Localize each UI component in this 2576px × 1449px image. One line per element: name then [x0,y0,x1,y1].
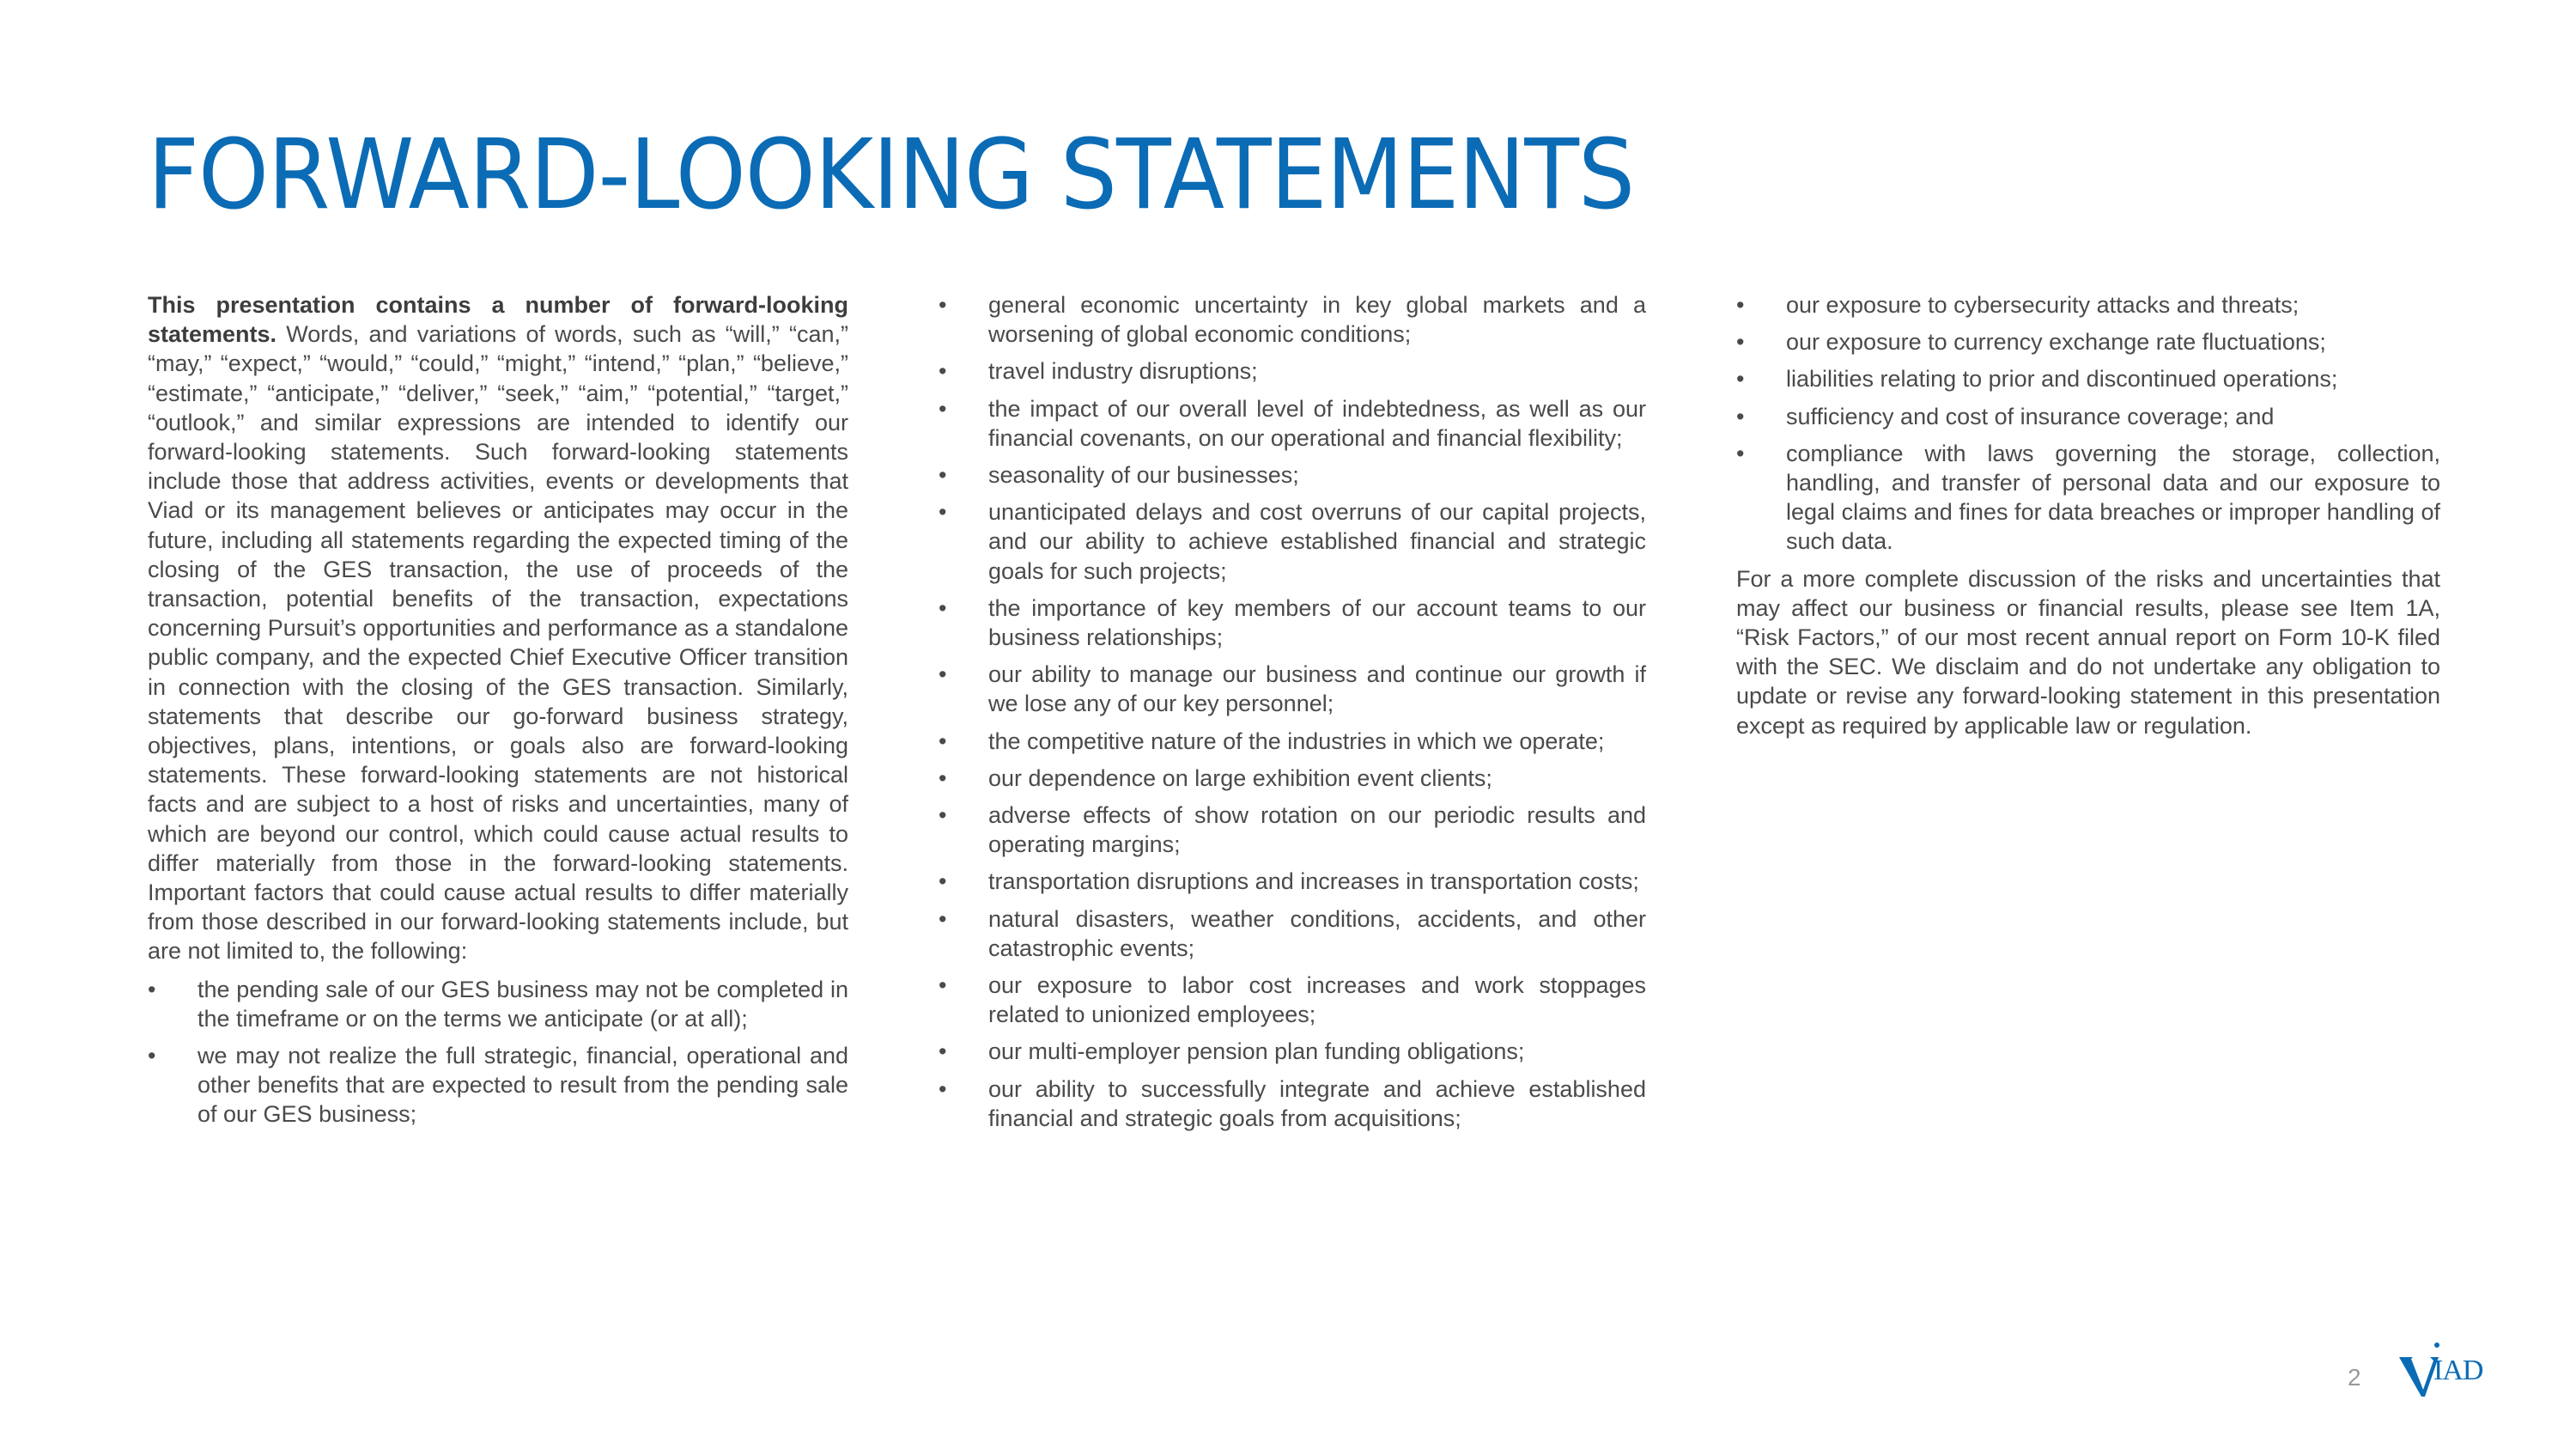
list-item: • our exposure to cybersecurity attacks and threats; [1736,290,2440,320]
list-item: • seasonality of our businesses; [939,460,1646,490]
bullet-icon: • [1736,366,1745,393]
intro-lead: This presentation contains a number of forward-looking statements. [148,292,848,348]
bullet-icon: • [939,728,947,754]
list-item: • our ability to successfully integrate and achieve established financial and strategic goals from acquisitions; [939,1075,1646,1131]
viad-logo-icon [2396,1336,2516,1405]
bullet-icon: • [939,764,947,791]
bullet-icon: • [939,905,947,932]
slide-title: FORWARD-LOOKING STATEMENTS [148,119,1635,231]
list-item: • compliance with laws governing the storage, collection, handling, and transfer of personal data and our exposure to legal claims and fines for data breaches or improper handling of such data. [1736,440,2440,555]
list-item: • the competitive nature of the industries in which we operate; [939,727,1646,756]
page-number: 2 [2348,1364,2361,1391]
bullet-icon: • [939,972,947,999]
svg-text:IAD: IAD [2433,1355,2483,1386]
list-item: • our multi-employer pension plan funding obligations; [939,1037,1646,1066]
bullet-icon: • [939,802,947,829]
closing-paragraph: For a more complete discussion of the risks and uncertainties that may affect our business or financial results, please see Item 1A, “Risk Factors,” of our most recent annual report on Form 10-K filed with the SEC. We disclaim and do not undertake any obligation to update or revise any forward-looking statement in this presentation except as required by applicable law or regulation. [1736,565,2440,739]
bullet-icon: • [939,661,947,688]
bullet-icon: • [939,1075,947,1102]
bullet-icon: • [939,1038,947,1065]
list-item: • our exposure to labor cost increases and work stoppages related to unionized employees; [939,972,1646,1028]
bullet-icon: • [939,868,947,895]
list-item: • liabilities relating to prior and discontinued operations; [1736,364,2440,393]
bullet-icon: • [148,976,156,1002]
list-item: • the impact of our overall level of indebtedness, as well as our financial covenants, on our operational and financial flexibility; [939,395,1646,451]
list-item: • sufficiency and cost of insurance coverage; and [1736,402,2440,431]
bullet-icon: • [939,292,947,318]
list-item: • we may not realize the full strategic, financial, operational and other benefits that are expected to result from the pending sale of our GES business; [148,1043,848,1128]
list-item: • travel industry disruptions; [939,356,1646,386]
list-item: • natural disasters, weather conditions, accidents, and other catastrophic events; [939,905,1646,961]
column-intro [148,290,848,1137]
bullet-icon: • [939,462,947,489]
list-item: • unanticipated delays and cost overruns of our capital projects, and our ability to achieve established financial and strategic goals for such projects; [939,499,1646,584]
list-item: • our ability to manage our business and continue our growth if we lose any of our key personnel; [939,661,1646,717]
list-item: • adverse effects of show rotation on our periodic results and operating margins; [939,802,1646,858]
list-item: • the pending sale of our GES business may not be completed in the timeframe or on the terms we anticipate (or at all); [148,976,848,1032]
list-item: • our exposure to currency exchange rate fluctuations; [1736,327,2440,356]
list-item: • the importance of key members of our account teams to our business relationships; [939,594,1646,651]
list-item: • our dependence on large exhibition event clients; [939,764,1646,793]
list-item: • general economic uncertainty in key global markets and a worsening of global economic conditions; [939,292,1646,348]
column-risks-continued [1736,290,2440,740]
intro-body: Words, and variations of words, such as “will,” “can,” “may,” “expect,” “would,” “could,” “might,” “intend,” “plan,” “believe,” “estimate,” “anticipate,” “deliver,” “seek,” “aim,” “potential,” “target,” “outlook,” and similar expressions are intended to identify our forward-looking statements. Such forward-looking statements include those that address activities, events or developments that Viad or its management believes or anticipates may occur in the future, including all statements regarding the expected timing of the closing of the GES transaction, the use of proceeds of the transaction, potential benefits of the transaction, expectations concerning Pursuit’s opportunities and performance as a standalone public company, and the expected Chief Executive Officer transition in connection with the closing of the GES transaction. Similarly, statements that describe our go-forward business strategy, objectives, plans, intentions, or goals also are forward-looking statements. These forward-looking statements are not historical facts and are subject to a host of risks and uncertainties, many of which are beyond our control, which could cause actual results to differ materially from those in the forward-looking statements. Important factors that could cause actual results to differ materially from those described in our forward-looking statements include, but are not limited to, the following: [148,321,848,965]
bullet-icon: • [939,594,947,621]
bullet-icon: • [939,395,947,422]
column-risks [939,290,1646,1141]
list-item: • transportation disruptions and increases in transportation costs; [939,867,1646,896]
bullet-icon: • [939,358,947,385]
risk-list-col3 [1736,290,2440,557]
intro-paragraph [148,290,848,966]
bullet-icon: • [1736,329,1745,356]
risk-list-col2 [939,290,1646,1133]
risk-list-col1 [148,975,848,1129]
bullet-icon: • [1736,292,1745,318]
bullet-icon: • [148,1043,156,1069]
bullet-icon: • [1736,440,1745,466]
bullet-icon: • [1736,403,1745,429]
bullet-icon: • [939,499,947,526]
